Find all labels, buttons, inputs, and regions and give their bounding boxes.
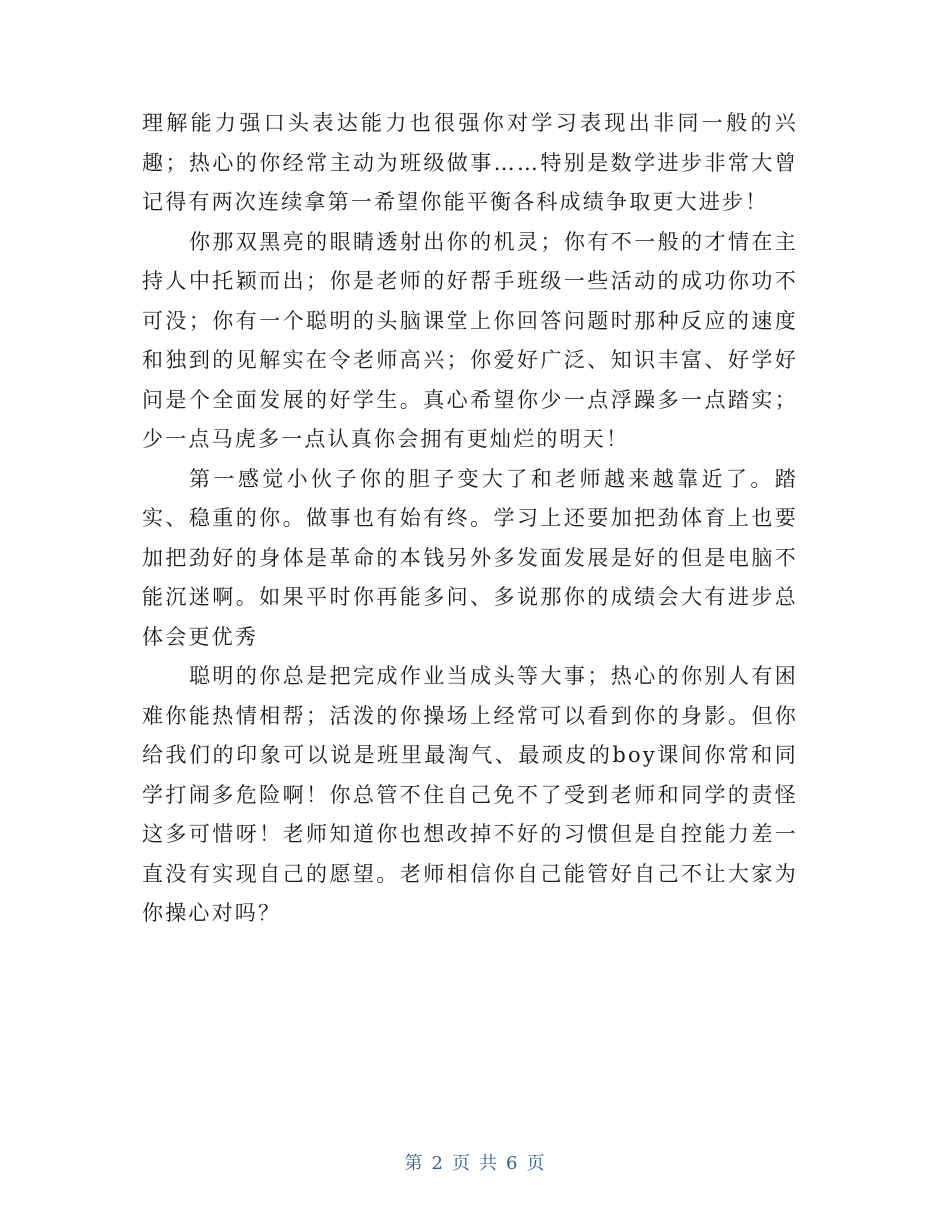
footer-prefix: 第 (404, 1153, 424, 1174)
current-page-number: 2 (431, 1153, 444, 1174)
paragraph-continuation: 理解能力强口头表达能力也很强你对学习表现出非同一般的兴趣；热心的你经常主动为班级做事……特别是数学进步非常大曾记得有两次连续拿第一希望你能平衡各科成绩争取更大进步！ (142, 111, 798, 214)
paragraph: 你那双黑亮的眼睛透射出你的机灵；你有不一般的才情在主持人中托颖而出；你是老师的好帮手班级一些活动的成功你功不可没；你有一个聪明的头脑课堂上你回答问题时那种反应的速度和独到的见解实在令老师高兴；你爱好广泛、知识丰富、好学好问是个全面发展的好学生。真心希望你少一点浮躁多一点踏实；少一点马虎多一点认真你会拥有更灿烂的明天！ (142, 229, 798, 451)
footer-total-unit: 页 (526, 1153, 546, 1174)
footer-page-unit: 页 (452, 1153, 471, 1174)
paragraph: 第一感觉小伙子你的胆子变大了和老师越来越靠近了。踏实、稳重的你。做事也有始有终。学习上还要加把劲体育上也要加把劲好的身体是革命的本钱另外多发面发展是好的但是电脑不能沉迷啊。如果平时你再能多问、多说那你的成绩会大有进步总体会更优秀 (142, 466, 798, 649)
footer-total-prefix: 共 (479, 1153, 498, 1174)
document-body (142, 104, 798, 934)
paragraph: 聪明的你总是把完成作业当成头等大事；热心的你别人有困难你能热情相帮；活泼的你操场上经常可以看到你的身影。但你给我们的印象可以说是班里最淘气、最顽皮的boy课间你常和同学打闹多危险啊！你总管不住自己免不了受到老师和同学的责怪这多可惜呀！老师知道你也想改掉不好的习惯但是自控能力差一直没有实现自己的愿望。老师相信你自己能管好自己不让大家为你操心对吗？ (142, 664, 798, 925)
total-pages-number: 6 (506, 1153, 519, 1174)
page-footer (0, 1149, 950, 1175)
